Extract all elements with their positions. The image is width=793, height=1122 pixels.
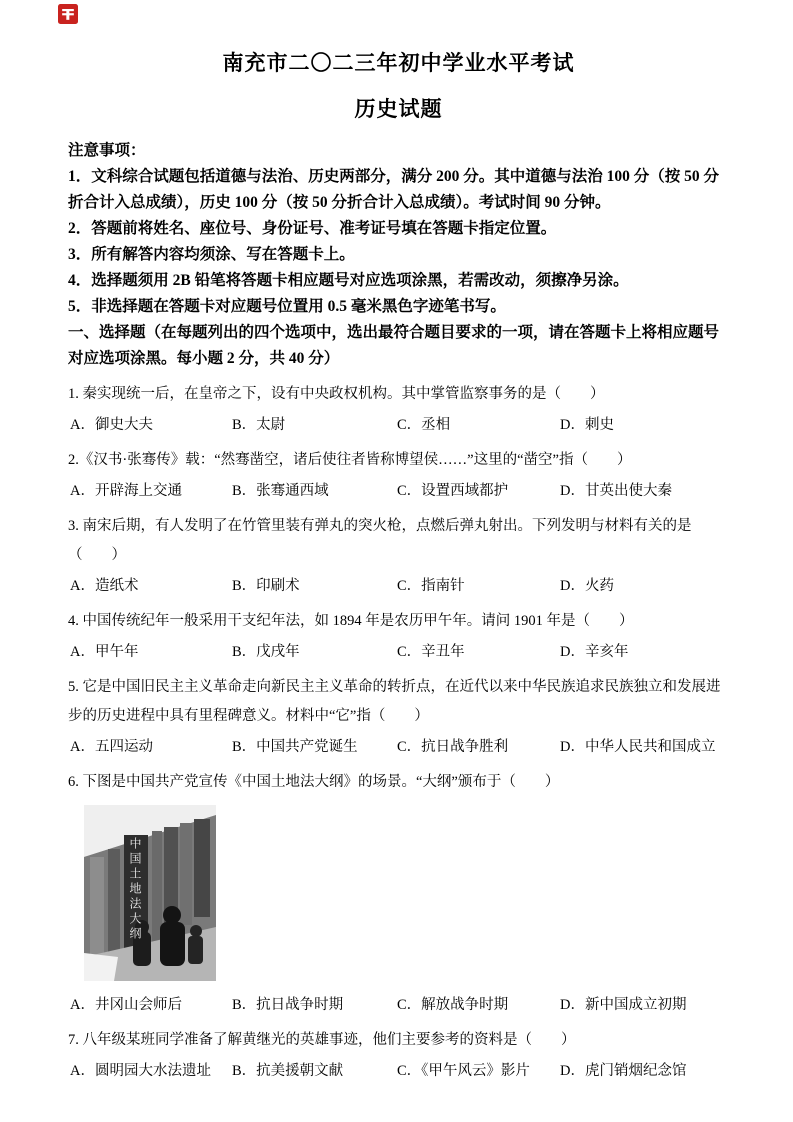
question-stem: 1. 秦实现统一后，在皇帝之下，设有中央政权机构。其中掌管监察事务的是（ ） (68, 386, 605, 402)
option-a: A．圆明园大水法遗址 (70, 1063, 211, 1079)
option-c: C．指南针 (397, 578, 465, 594)
option-a: A．井冈山会师后 (70, 997, 182, 1013)
question-7 (68, 1026, 729, 1082)
option-a: A．造纸术 (70, 578, 139, 594)
question-6 (68, 768, 729, 1016)
option-b: B．戊戌年 (232, 644, 300, 660)
option-d: D．火药 (560, 578, 614, 594)
question-stem: 2.《汉书·张骞传》载：“然骞凿空，诸后使往者皆称博望侯……”这里的“凿空”指（ ） (68, 452, 632, 468)
question-options (70, 576, 729, 597)
question-options (70, 1061, 729, 1082)
option-b: B．太尉 (232, 417, 286, 433)
option-d: D．中华人民共和国成立 (560, 739, 716, 755)
notice-item-3: 3．所有解答内容均须涂、写在答题卡上。 (68, 246, 355, 263)
question-stem: 5. 它是中国旧民主主义革命走向新民主主义革命的转折点，在近代以来中华民族追求民族独立和发展进步的历史进程中具有里程碑意义。材料中“它”指（ ） (68, 679, 721, 724)
option-b: B．张骞通西域 (232, 483, 329, 499)
option-c: C．解放战争时期 (397, 997, 509, 1013)
option-a: A．甲午年 (70, 644, 139, 660)
notice-item-2: 2．答题前将姓名、座位号、身份证号、准考证号填在答题卡指定位置。 (68, 220, 557, 237)
section-heading: 一、选择题（在每题列出的四个选项中，选出最符合题目要求的一项，请在答题卡上将相应题号对应选项涂黑。每小题 2 分，共 40 分） (68, 324, 720, 367)
option-b: B．中国共产党诞生 (232, 739, 358, 755)
question-options (70, 481, 729, 502)
option-c: C．抗日战争胜利 (397, 739, 509, 755)
notice-item-5: 5．非选择题在答题卡对应题号位置用 0.5 毫米黑色字迹笔书写。 (68, 298, 506, 315)
question-options (70, 995, 729, 1016)
question-options (70, 642, 729, 663)
question-2 (68, 446, 729, 502)
photo-vertical-caption: 中国土地法大纲 (128, 837, 142, 942)
option-c: C．设置西域都护 (397, 483, 509, 499)
exam-subtitle: 历史试题 (354, 97, 443, 121)
question-1 (68, 380, 729, 436)
option-b: B．抗日战争时期 (232, 997, 344, 1013)
notice-item-1: 1．文科综合试题包括道德与法治、历史两部分，满分 200 分。其中道德与法治 100 分（按 50 分折合计入总成绩），历史 100 分（按 50 分折合计入总成绩）。考试时间 90 分钟。 (68, 168, 720, 211)
question-6-photo (84, 805, 216, 981)
option-c: C．丞相 (397, 417, 451, 433)
question-stem: 6. 下图是中国共产党宣传《中国土地法大纲》的场景。“大纲”颁布于（ ） (68, 774, 560, 790)
question-4 (68, 607, 729, 663)
question-stem: 7. 八年级某班同学准备了解黄继光的英雄事迹，他们主要参考的资料是（ ） (68, 1032, 576, 1048)
exam-title: 南充市二〇二三年初中学业水平考试 (222, 51, 575, 75)
question-3 (68, 512, 729, 597)
historical-photo-image (84, 805, 216, 981)
question-options (70, 415, 729, 436)
option-c: C．辛丑年 (397, 644, 465, 660)
option-a: A．五四运动 (70, 739, 153, 755)
question-stem: 3. 南宋后期，有人发明了在竹管里装有弹丸的突火枪，点燃后弹丸射出。下列发明与材料有关的是（ ） (68, 518, 692, 563)
option-d: D．虎门销烟纪念馆 (560, 1063, 687, 1079)
option-d: D．刺史 (560, 417, 614, 433)
option-d: D．甘英出使大秦 (560, 483, 672, 499)
question-5 (68, 673, 729, 758)
option-d: D．辛亥年 (560, 644, 629, 660)
notice-block (68, 138, 729, 320)
option-b: B．印刷术 (232, 578, 300, 594)
notice-item-4: 4．选择题须用 2B 铅笔将答题卡相应题号对应选项涂黑，若需改动，须擦净另涂。 (68, 272, 629, 289)
question-stem: 4. 中国传统纪年一般采用干支纪年法，如 1894 年是农历甲午年。请问 1901 年是（ ） (68, 613, 634, 629)
option-c: C．《甲午风云》影片 (397, 1063, 530, 1079)
option-a: A．开辟海上交通 (70, 483, 182, 499)
site-logo-icon (58, 4, 78, 24)
option-d: D．新中国成立初期 (560, 997, 687, 1013)
option-b: B．抗美援朝文献 (232, 1063, 344, 1079)
notice-heading: 注意事项： (68, 142, 146, 159)
option-a: A．御史大夫 (70, 417, 153, 433)
question-options (70, 737, 729, 758)
